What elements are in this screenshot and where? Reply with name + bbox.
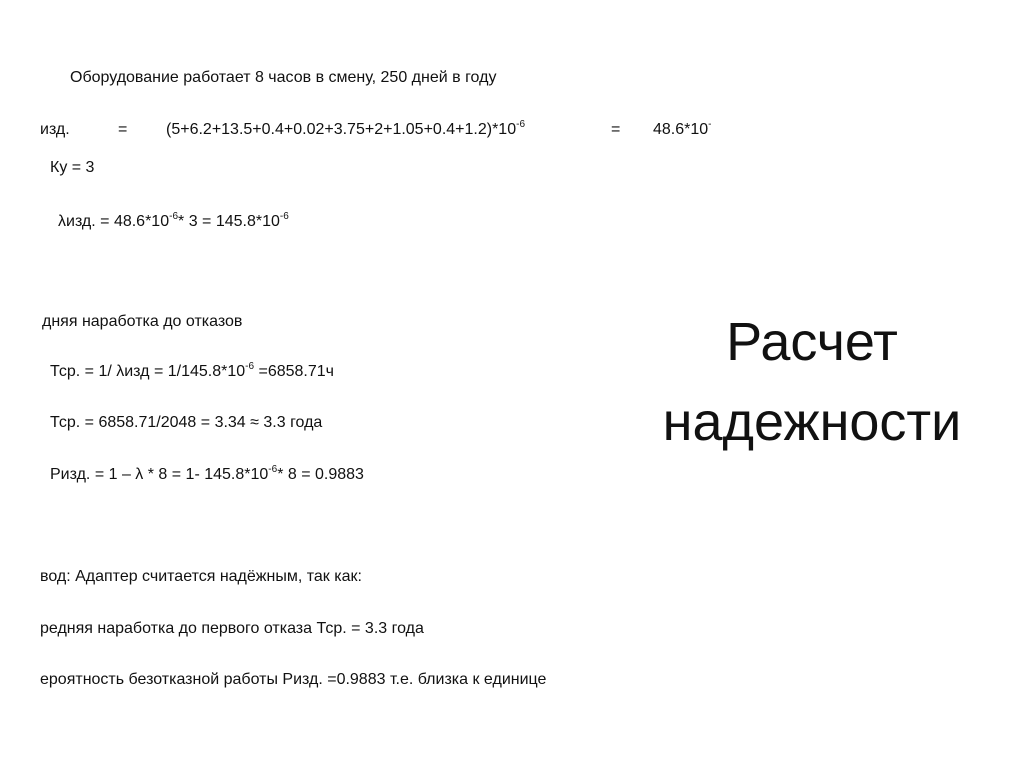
lambda-product-formula (58, 212, 289, 232)
formula-part: =6858.71ч (254, 363, 335, 380)
mtbf-hours-formula (50, 362, 334, 382)
slide-title-line-1: Расчет (726, 312, 898, 372)
conclusion-heading: вод: Адаптер считается надёжным, так как: (40, 568, 362, 585)
mtbf-heading: дняя наработка до отказов (42, 313, 243, 330)
lambda-label: изд. (40, 121, 70, 138)
ku-value: Ку = 3 (50, 159, 95, 176)
formula-part: λизд. = 48.6*10 (58, 213, 170, 230)
exponent: -6 (245, 361, 255, 372)
formula-part: * 3 = 145.8*10 (178, 213, 280, 230)
exponent: - (708, 119, 712, 130)
formula-part: Ризд. = 1 – λ * 8 = 1- 145.8*10 (50, 466, 269, 483)
sum-result-text: 48.6*10 (653, 121, 709, 138)
exponent: -6 (268, 464, 278, 475)
formula-part: Тср. = 1/ λизд = 1/145.8*10 (50, 363, 246, 380)
conclusion-probability: ероятность безотказной работы Ризд. =0.9883 т.е. близка к единице (40, 671, 547, 688)
exponent: -6 (516, 119, 526, 130)
equals-sign: = (118, 121, 128, 138)
sum-result (653, 120, 712, 140)
conclusion-mtbf: редняя наработка до первого отказа Тср. = 3.3 года (40, 620, 424, 637)
mtbf-years-formula: Тср. = 6858.71/2048 = 3.34 ≈ 3.3 года (50, 414, 323, 431)
formula-part: * 8 = 0.9883 (277, 466, 364, 483)
equals-sign: = (611, 121, 621, 138)
sum-expression (166, 120, 525, 140)
exponent: -6 (279, 211, 289, 222)
reliability-probability-formula (50, 465, 364, 485)
exponent: -6 (169, 211, 179, 222)
equipment-operation-text: Оборудование работает 8 часов в смену, 250 дней в году (70, 69, 497, 86)
sum-expression-text: (5+6.2+13.5+0.4+0.02+3.75+2+1.05+0.4+1.2)*10 (166, 121, 517, 138)
slide-title-line-2: надежности (662, 392, 962, 452)
